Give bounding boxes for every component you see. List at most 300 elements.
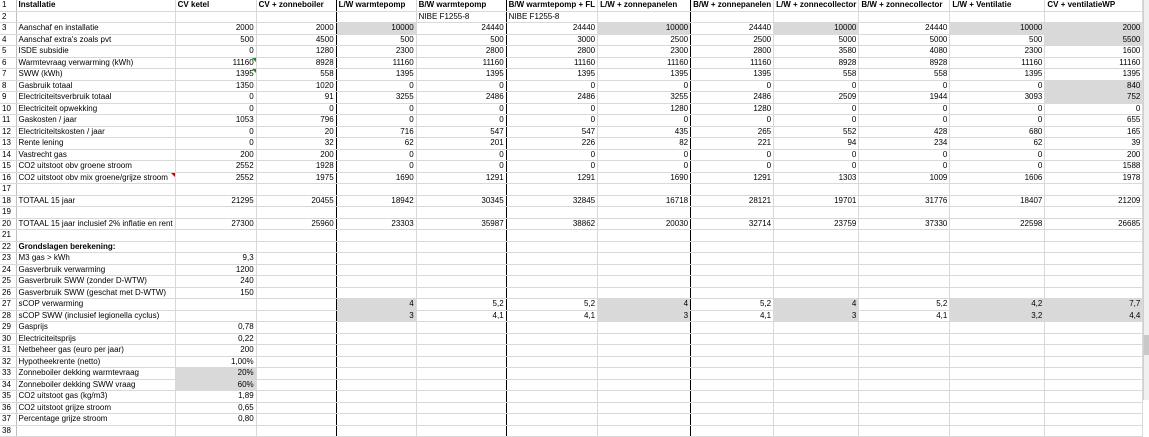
table-cell[interactable]: 1606 (950, 172, 1045, 184)
table-cell[interactable]: 2800 (416, 46, 506, 58)
table-cell[interactable]: 1020 (256, 80, 336, 92)
table-cell[interactable] (774, 379, 859, 391)
row-number[interactable]: 11 (0, 115, 16, 127)
table-cell[interactable] (774, 368, 859, 380)
table-cell[interactable]: Zonneboiler dekking SWW vraag (16, 379, 175, 391)
table-cell[interactable] (1045, 253, 1143, 265)
table-cell[interactable]: 5,2 (691, 299, 774, 311)
table-cell[interactable]: 91 (256, 92, 336, 104)
table-cell[interactable]: 0 (416, 80, 506, 92)
table-cell[interactable] (598, 391, 691, 403)
table-cell[interactable] (256, 414, 336, 426)
table-cell[interactable]: 32845 (506, 195, 597, 207)
table-cell[interactable] (336, 391, 416, 403)
table-cell[interactable]: 24440 (691, 23, 774, 35)
table-cell[interactable]: 0 (1045, 103, 1143, 115)
table-cell[interactable] (598, 230, 691, 242)
table-cell[interactable]: 0 (336, 80, 416, 92)
table-cell[interactable] (256, 184, 336, 196)
table-cell[interactable] (506, 322, 597, 334)
table-cell[interactable] (256, 402, 336, 414)
table-cell[interactable] (256, 310, 336, 322)
table-cell[interactable]: 0 (506, 80, 597, 92)
table-cell[interactable] (950, 368, 1045, 380)
table-cell[interactable]: CO2 uitstoot gas (kg/m3) (16, 391, 175, 403)
table-cell[interactable] (859, 264, 950, 276)
table-cell[interactable] (859, 11, 950, 23)
table-cell[interactable]: 0 (256, 103, 336, 115)
table-cell[interactable]: 500 (950, 34, 1045, 46)
row-number[interactable]: 29 (0, 322, 16, 334)
table-cell[interactable]: 716 (336, 126, 416, 138)
table-cell[interactable]: 11160 (1045, 57, 1143, 69)
table-cell[interactable] (859, 368, 950, 380)
table-cell[interactable]: 0 (691, 149, 774, 161)
table-cell[interactable] (336, 287, 416, 299)
table-cell[interactable]: 0 (416, 161, 506, 173)
table-cell[interactable] (416, 356, 506, 368)
table-cell[interactable]: 2000 (175, 23, 256, 35)
table-cell[interactable] (598, 11, 691, 23)
table-cell[interactable]: 2486 (691, 92, 774, 104)
table-cell[interactable] (774, 276, 859, 288)
table-cell[interactable]: 200 (175, 149, 256, 161)
table-cell[interactable]: Gasverbruik SWW (zonder D-WTW) (16, 276, 175, 288)
table-cell[interactable]: 0 (416, 149, 506, 161)
table-cell[interactable] (416, 207, 506, 219)
table-cell[interactable]: 428 (859, 126, 950, 138)
table-cell[interactable] (950, 402, 1045, 414)
table-cell[interactable] (506, 425, 597, 437)
table-cell[interactable]: 1280 (598, 103, 691, 115)
table-cell[interactable]: 0 (175, 126, 256, 138)
row-number[interactable]: 32 (0, 356, 16, 368)
table-cell[interactable] (598, 425, 691, 437)
table-cell[interactable]: 21295 (175, 195, 256, 207)
row-number[interactable]: 6 (0, 57, 16, 69)
column-header-cell[interactable]: L/W warmtepomp (336, 0, 416, 11)
column-header-cell[interactable]: L/W + zonnepanelen (598, 0, 691, 11)
table-cell[interactable]: 10000 (774, 23, 859, 35)
table-cell[interactable] (336, 184, 416, 196)
table-cell[interactable] (175, 299, 256, 311)
table-cell[interactable]: 2486 (416, 92, 506, 104)
row-number[interactable]: 38 (0, 425, 16, 437)
row-number[interactable]: 1 (0, 0, 16, 11)
table-cell[interactable] (336, 276, 416, 288)
table-cell[interactable]: 11160 (691, 57, 774, 69)
table-cell[interactable] (256, 207, 336, 219)
table-cell[interactable]: 0 (950, 115, 1045, 127)
table-cell[interactable] (256, 241, 336, 253)
table-cell[interactable] (691, 368, 774, 380)
table-cell[interactable] (598, 264, 691, 276)
table-cell[interactable] (16, 207, 175, 219)
table-cell[interactable] (1045, 379, 1143, 391)
table-cell[interactable]: 0 (336, 149, 416, 161)
table-cell[interactable] (774, 425, 859, 437)
table-cell[interactable] (950, 207, 1045, 219)
table-cell[interactable]: 24440 (859, 23, 950, 35)
table-cell[interactable]: 23303 (336, 218, 416, 230)
table-cell[interactable]: 3255 (336, 92, 416, 104)
table-cell[interactable] (16, 184, 175, 196)
table-cell[interactable] (774, 414, 859, 426)
table-cell[interactable]: CO2 uitstoot grijze stroom (16, 402, 175, 414)
table-cell[interactable]: 1928 (256, 161, 336, 173)
row-number[interactable]: 26 (0, 287, 16, 299)
table-cell[interactable] (256, 391, 336, 403)
table-cell[interactable]: 3 (336, 310, 416, 322)
table-cell[interactable]: SWW (kWh) (16, 69, 175, 81)
table-cell[interactable] (950, 345, 1045, 357)
table-cell[interactable]: 221 (691, 138, 774, 150)
table-cell[interactable] (774, 207, 859, 219)
column-header-cell[interactable]: CV + ventilatieWP (1045, 0, 1143, 11)
table-cell[interactable]: Electriciteitsprijs (16, 333, 175, 345)
table-cell[interactable]: 20% (175, 368, 256, 380)
row-number[interactable]: 3 (0, 23, 16, 35)
table-cell[interactable] (175, 241, 256, 253)
table-cell[interactable] (256, 345, 336, 357)
table-cell[interactable] (950, 230, 1045, 242)
table-cell[interactable]: 31776 (859, 195, 950, 207)
table-cell[interactable] (598, 356, 691, 368)
row-number[interactable]: 2 (0, 11, 16, 23)
table-cell[interactable]: 3 (774, 310, 859, 322)
table-cell[interactable]: 1395 (598, 69, 691, 81)
table-cell[interactable] (691, 184, 774, 196)
table-cell[interactable] (16, 425, 175, 437)
table-cell[interactable] (336, 333, 416, 345)
table-cell[interactable] (506, 402, 597, 414)
table-cell[interactable]: 680 (950, 126, 1045, 138)
table-cell[interactable]: 1395 (691, 69, 774, 81)
table-cell[interactable] (950, 379, 1045, 391)
table-cell[interactable] (859, 287, 950, 299)
table-cell[interactable] (950, 333, 1045, 345)
table-cell[interactable] (691, 322, 774, 334)
table-cell[interactable] (416, 345, 506, 357)
table-cell[interactable]: 11160 (416, 57, 506, 69)
table-cell[interactable] (859, 402, 950, 414)
table-cell[interactable]: sCOP SWW (inclusief legionella cyclus) (16, 310, 175, 322)
table-cell[interactable]: 0 (950, 103, 1045, 115)
table-cell[interactable] (416, 379, 506, 391)
column-header-cell[interactable]: Installatie (16, 0, 175, 11)
table-cell[interactable]: 3093 (950, 92, 1045, 104)
row-number[interactable]: 31 (0, 345, 16, 357)
table-cell[interactable]: TOTAAL 15 jaar inclusief 2% inflatie en rent (16, 218, 175, 230)
table-cell[interactable] (950, 425, 1045, 437)
table-cell[interactable]: 8928 (256, 57, 336, 69)
table-cell[interactable]: NIBE F1255-8 (416, 11, 506, 23)
table-cell[interactable]: 552 (774, 126, 859, 138)
table-cell[interactable] (691, 11, 774, 23)
table-cell[interactable] (950, 391, 1045, 403)
table-cell[interactable]: 94 (774, 138, 859, 150)
table-cell[interactable] (256, 379, 336, 391)
table-cell[interactable] (859, 230, 950, 242)
table-cell[interactable]: 0 (506, 115, 597, 127)
table-cell[interactable]: 265 (691, 126, 774, 138)
table-cell[interactable]: M3 gas > kWh (16, 253, 175, 265)
table-cell[interactable] (256, 368, 336, 380)
table-cell[interactable]: 10000 (336, 23, 416, 35)
table-cell[interactable] (950, 11, 1045, 23)
table-cell[interactable] (506, 264, 597, 276)
table-cell[interactable] (416, 230, 506, 242)
row-number[interactable]: 21 (0, 230, 16, 242)
table-cell[interactable] (598, 414, 691, 426)
table-cell[interactable] (774, 253, 859, 265)
table-cell[interactable] (336, 253, 416, 265)
row-number[interactable]: 7 (0, 69, 16, 81)
table-cell[interactable] (1045, 207, 1143, 219)
row-number[interactable]: 27 (0, 299, 16, 311)
table-cell[interactable] (691, 230, 774, 242)
table-cell[interactable]: 0 (336, 161, 416, 173)
table-cell[interactable] (691, 379, 774, 391)
table-cell[interactable] (859, 425, 950, 437)
table-cell[interactable]: 11160 (175, 57, 256, 69)
table-cell[interactable]: Electriciteit opwekking (16, 103, 175, 115)
table-cell[interactable]: 0 (506, 103, 597, 115)
table-cell[interactable]: 0 (859, 103, 950, 115)
table-cell[interactable]: 1690 (336, 172, 416, 184)
table-cell[interactable] (859, 356, 950, 368)
table-cell[interactable]: 2509 (774, 92, 859, 104)
table-cell[interactable]: 18407 (950, 195, 1045, 207)
row-number[interactable]: 35 (0, 391, 16, 403)
table-cell[interactable] (774, 333, 859, 345)
table-cell[interactable] (859, 322, 950, 334)
table-cell[interactable] (774, 287, 859, 299)
row-number[interactable]: 12 (0, 126, 16, 138)
table-cell[interactable]: 82 (598, 138, 691, 150)
table-cell[interactable]: 38862 (506, 218, 597, 230)
table-cell[interactable] (336, 264, 416, 276)
table-cell[interactable]: Aanschaf extra's zoals pvt (16, 34, 175, 46)
table-cell[interactable]: ISDE subsidie (16, 46, 175, 58)
row-number[interactable]: 25 (0, 276, 16, 288)
table-cell[interactable]: 1975 (256, 172, 336, 184)
table-cell[interactable] (859, 379, 950, 391)
table-cell[interactable] (859, 333, 950, 345)
table-cell[interactable]: 547 (416, 126, 506, 138)
table-cell[interactable]: Zonneboiler dekking warmtevraag (16, 368, 175, 380)
table-cell[interactable]: 8928 (859, 57, 950, 69)
table-cell[interactable]: 1395 (416, 69, 506, 81)
table-cell[interactable] (598, 276, 691, 288)
table-cell[interactable]: TOTAAL 15 jaar (16, 195, 175, 207)
table-cell[interactable] (416, 322, 506, 334)
table-cell[interactable]: 0 (416, 103, 506, 115)
table-cell[interactable]: 558 (774, 69, 859, 81)
table-cell[interactable]: 5000 (774, 34, 859, 46)
table-cell[interactable]: 0 (598, 149, 691, 161)
table-cell[interactable] (1045, 11, 1143, 23)
table-cell[interactable]: 1291 (506, 172, 597, 184)
table-cell[interactable]: 23759 (774, 218, 859, 230)
table-cell[interactable] (256, 333, 336, 345)
table-cell[interactable]: 0 (336, 115, 416, 127)
table-cell[interactable] (175, 11, 256, 23)
table-cell[interactable]: 500 (336, 34, 416, 46)
table-cell[interactable]: 4,2 (950, 299, 1045, 311)
table-cell[interactable] (175, 207, 256, 219)
table-cell[interactable]: 11160 (598, 57, 691, 69)
table-cell[interactable]: 4080 (859, 46, 950, 58)
table-cell[interactable] (598, 184, 691, 196)
row-number[interactable]: 8 (0, 80, 16, 92)
table-cell[interactable]: 4 (336, 299, 416, 311)
table-cell[interactable]: 2800 (506, 46, 597, 58)
table-cell[interactable]: 0 (691, 80, 774, 92)
row-number[interactable]: 19 (0, 207, 16, 219)
table-cell[interactable]: 26685 (1045, 218, 1143, 230)
row-number[interactable]: 33 (0, 368, 16, 380)
table-cell[interactable] (416, 287, 506, 299)
table-cell[interactable]: 2300 (598, 46, 691, 58)
table-cell[interactable] (950, 253, 1045, 265)
table-cell[interactable] (691, 414, 774, 426)
table-cell[interactable]: Electriciteitskosten / jaar (16, 126, 175, 138)
table-cell[interactable] (774, 356, 859, 368)
table-cell[interactable] (336, 356, 416, 368)
table-cell[interactable] (774, 184, 859, 196)
table-cell[interactable] (859, 184, 950, 196)
table-cell[interactable]: 752 (1045, 92, 1143, 104)
table-cell[interactable]: 5,2 (416, 299, 506, 311)
table-cell[interactable]: 11160 (336, 57, 416, 69)
table-cell[interactable]: 4,1 (691, 310, 774, 322)
row-number[interactable]: 16 (0, 172, 16, 184)
table-cell[interactable] (691, 402, 774, 414)
table-cell[interactable] (950, 241, 1045, 253)
table-cell[interactable]: 500 (175, 34, 256, 46)
column-header-cell[interactable]: B/W + zonnecollector (859, 0, 950, 11)
table-cell[interactable]: 20030 (598, 218, 691, 230)
row-number[interactable]: 4 (0, 34, 16, 46)
table-cell[interactable] (416, 253, 506, 265)
table-cell[interactable] (506, 207, 597, 219)
vertical-scrollbar[interactable] (1143, 0, 1149, 400)
table-cell[interactable]: 0 (774, 161, 859, 173)
table-cell[interactable] (1045, 184, 1143, 196)
table-cell[interactable] (598, 253, 691, 265)
table-cell[interactable] (691, 264, 774, 276)
table-cell[interactable] (774, 345, 859, 357)
table-cell[interactable]: Electriciteitsverbruik totaal (16, 92, 175, 104)
table-cell[interactable]: 1291 (691, 172, 774, 184)
table-cell[interactable] (691, 276, 774, 288)
row-number[interactable]: 28 (0, 310, 16, 322)
table-cell[interactable]: 2486 (506, 92, 597, 104)
table-cell[interactable]: 32714 (691, 218, 774, 230)
table-cell[interactable] (336, 322, 416, 334)
table-cell[interactable]: 0 (774, 80, 859, 92)
table-cell[interactable]: 0 (859, 115, 950, 127)
row-number[interactable]: 9 (0, 92, 16, 104)
table-cell[interactable]: 39 (1045, 138, 1143, 150)
table-cell[interactable]: 4,1 (859, 310, 950, 322)
table-cell[interactable] (950, 184, 1045, 196)
table-cell[interactable] (859, 391, 950, 403)
table-cell[interactable]: 60% (175, 379, 256, 391)
table-cell[interactable] (859, 253, 950, 265)
table-cell[interactable] (598, 207, 691, 219)
table-cell[interactable] (950, 287, 1045, 299)
table-cell[interactable]: 0 (175, 138, 256, 150)
table-cell[interactable] (1045, 287, 1143, 299)
table-cell[interactable]: 558 (256, 69, 336, 81)
table-cell[interactable]: 10000 (950, 23, 1045, 35)
table-cell[interactable] (175, 425, 256, 437)
table-cell[interactable]: 11160 (950, 57, 1045, 69)
column-header-cell[interactable]: B/W + zonnepanelen (691, 0, 774, 11)
table-cell[interactable] (859, 414, 950, 426)
row-number[interactable]: 15 (0, 161, 16, 173)
column-header-cell[interactable]: B/W warmtepomp (416, 0, 506, 11)
table-cell[interactable]: 5,2 (859, 299, 950, 311)
table-cell[interactable] (598, 368, 691, 380)
table-cell[interactable]: Hypotheekrente (netto) (16, 356, 175, 368)
table-cell[interactable]: 11160 (506, 57, 597, 69)
row-number[interactable]: 37 (0, 414, 16, 426)
table-cell[interactable]: Rente lening (16, 138, 175, 150)
table-cell[interactable] (416, 391, 506, 403)
table-cell[interactable] (336, 230, 416, 242)
table-cell[interactable] (506, 287, 597, 299)
column-header-cell[interactable]: B/W warmtepomp + FL (506, 0, 597, 11)
table-cell[interactable]: 4,1 (416, 310, 506, 322)
table-cell[interactable]: 1395 (175, 69, 256, 81)
table-cell[interactable]: 655 (1045, 115, 1143, 127)
table-cell[interactable]: 5500 (1045, 34, 1143, 46)
table-cell[interactable]: 201 (416, 138, 506, 150)
row-number[interactable]: 17 (0, 184, 16, 196)
table-cell[interactable]: Gaskosten / jaar (16, 115, 175, 127)
table-cell[interactable]: 18942 (336, 195, 416, 207)
table-cell[interactable] (774, 391, 859, 403)
table-cell[interactable]: 0 (175, 46, 256, 58)
table-cell[interactable] (1045, 264, 1143, 276)
table-cell[interactable]: 2552 (175, 161, 256, 173)
table-cell[interactable]: 0 (691, 161, 774, 173)
table-cell[interactable]: 1588 (1045, 161, 1143, 173)
table-cell[interactable]: 1944 (859, 92, 950, 104)
table-cell[interactable]: 20455 (256, 195, 336, 207)
table-cell[interactable] (691, 241, 774, 253)
row-number[interactable]: 30 (0, 333, 16, 345)
table-cell[interactable]: 240 (175, 276, 256, 288)
table-cell[interactable] (950, 276, 1045, 288)
table-cell[interactable] (1045, 333, 1143, 345)
table-cell[interactable] (256, 253, 336, 265)
table-cell[interactable] (256, 264, 336, 276)
table-cell[interactable] (1045, 230, 1143, 242)
table-cell[interactable]: 0 (950, 149, 1045, 161)
table-cell[interactable]: 1291 (416, 172, 506, 184)
table-cell[interactable]: 0 (416, 115, 506, 127)
table-cell[interactable]: 165 (1045, 126, 1143, 138)
table-cell[interactable]: 1350 (175, 80, 256, 92)
table-cell[interactable] (1045, 356, 1143, 368)
row-number[interactable]: 23 (0, 253, 16, 265)
table-cell[interactable]: 16718 (598, 195, 691, 207)
table-cell[interactable]: 19701 (774, 195, 859, 207)
